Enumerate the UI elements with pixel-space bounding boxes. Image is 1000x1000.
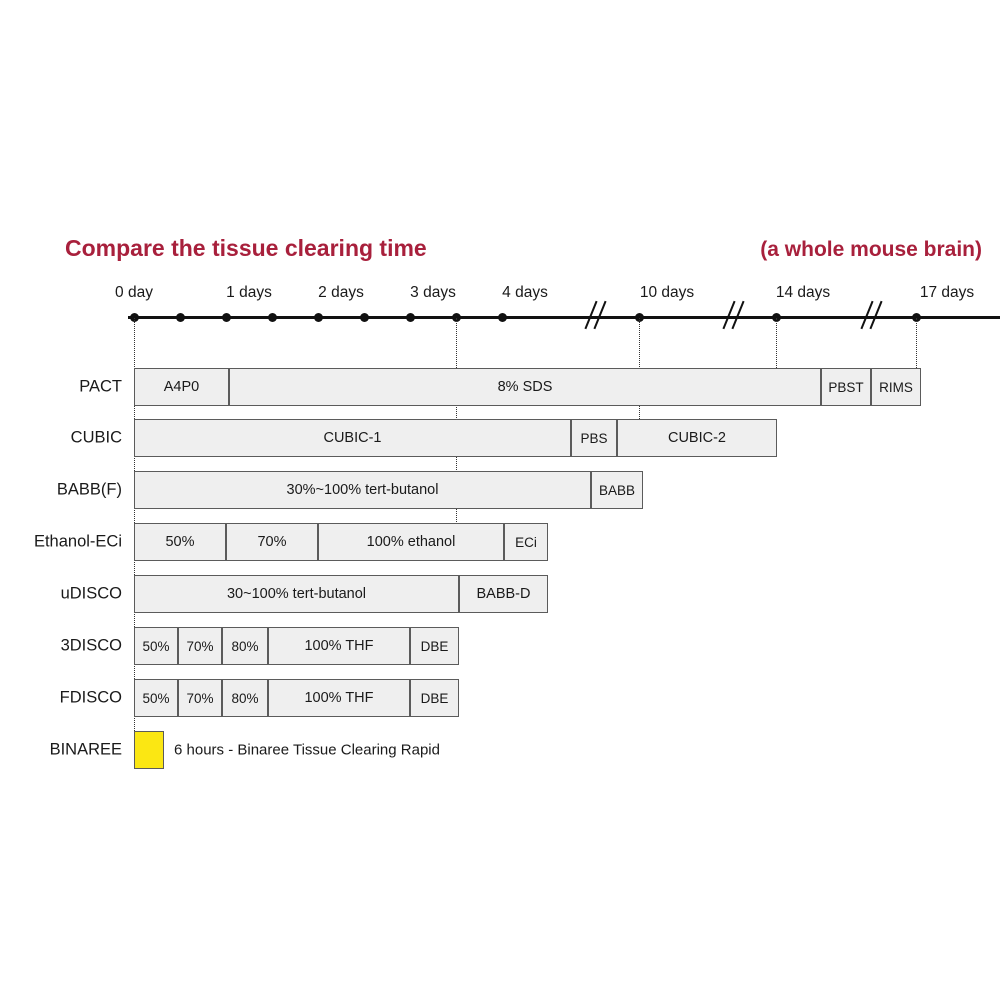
bar-segment — [134, 731, 164, 769]
axis-tick-label: 2 days — [318, 284, 364, 301]
axis-tick-label: 10 days — [639, 284, 695, 301]
axis-tick-dot — [268, 313, 277, 322]
axis-tick-dot — [222, 313, 231, 322]
axis-tick-label: 1 days — [226, 284, 272, 301]
bar-segment: BABB — [591, 471, 643, 509]
bar-segment: A4P0 — [134, 368, 229, 406]
bar-segment: 100% THF — [268, 679, 410, 717]
row-label-babb-f-: BABB(F) — [56, 480, 122, 499]
row-label-cubic: CUBIC — [70, 428, 122, 447]
bar-segment: 100% ethanol — [318, 523, 504, 561]
row-label-pact: PACT — [79, 377, 122, 396]
bar-segment: DBE — [410, 627, 459, 665]
axis-tick-label: 3 days — [410, 284, 456, 301]
bar-segment: 80% — [222, 679, 268, 717]
bar-segment: 70% — [178, 679, 222, 717]
axis-break-icon — [586, 300, 608, 330]
page-title: Compare the tissue clearing time — [65, 235, 427, 261]
bar-segment: 50% — [134, 679, 178, 717]
row-label-3disco: 3DISCO — [60, 636, 122, 655]
bar-segment: 8% SDS — [229, 368, 821, 406]
axis-tick-label: 0 day — [115, 284, 153, 301]
bar-segment: 80% — [222, 627, 268, 665]
row-label-ethanol-eci: Ethanol-ECi — [33, 532, 122, 551]
bar-segment: BABB-D — [459, 575, 548, 613]
axis-tick-label: 4 days — [502, 284, 548, 301]
row-label-fdisco: FDISCO — [59, 688, 122, 707]
bar-segment: 100% THF — [268, 627, 410, 665]
bar-segment: RIMS — [871, 368, 921, 406]
axis-tick-dot — [498, 313, 507, 322]
axis-tick-label: 17 days — [919, 284, 975, 301]
bar-segment: PBS — [571, 419, 617, 457]
bar-segment: 70% — [226, 523, 318, 561]
axis-break-icon — [862, 300, 884, 330]
binaree-annotation: 6 hours - Binaree Tissue Clearing Rapid — [174, 741, 440, 759]
bar-segment: PBST — [821, 368, 871, 406]
axis-tick-dot — [176, 313, 185, 322]
row-label-udisco: uDISCO — [60, 584, 122, 603]
bar-segment: CUBIC-2 — [617, 419, 777, 457]
bar-segment: 30~100% tert-butanol — [134, 575, 459, 613]
bar-segment: 50% — [134, 523, 226, 561]
bar-segment: 50% — [134, 627, 178, 665]
axis-tick-dot — [360, 313, 369, 322]
row-label-binaree: BINAREE — [49, 740, 122, 759]
chart-subtitle: (a whole mouse brain) — [760, 238, 982, 261]
axis-break-icon — [724, 300, 746, 330]
bar-segment: DBE — [410, 679, 459, 717]
bar-segment: 70% — [178, 627, 222, 665]
axis-tick-dot — [406, 313, 415, 322]
bar-segment: CUBIC-1 — [134, 419, 571, 457]
bar-segment: ECi — [504, 523, 548, 561]
bar-segment: 30%~100% tert-butanol — [134, 471, 591, 509]
axis-tick-label: 14 days — [775, 284, 831, 301]
axis-tick-dot — [314, 313, 323, 322]
